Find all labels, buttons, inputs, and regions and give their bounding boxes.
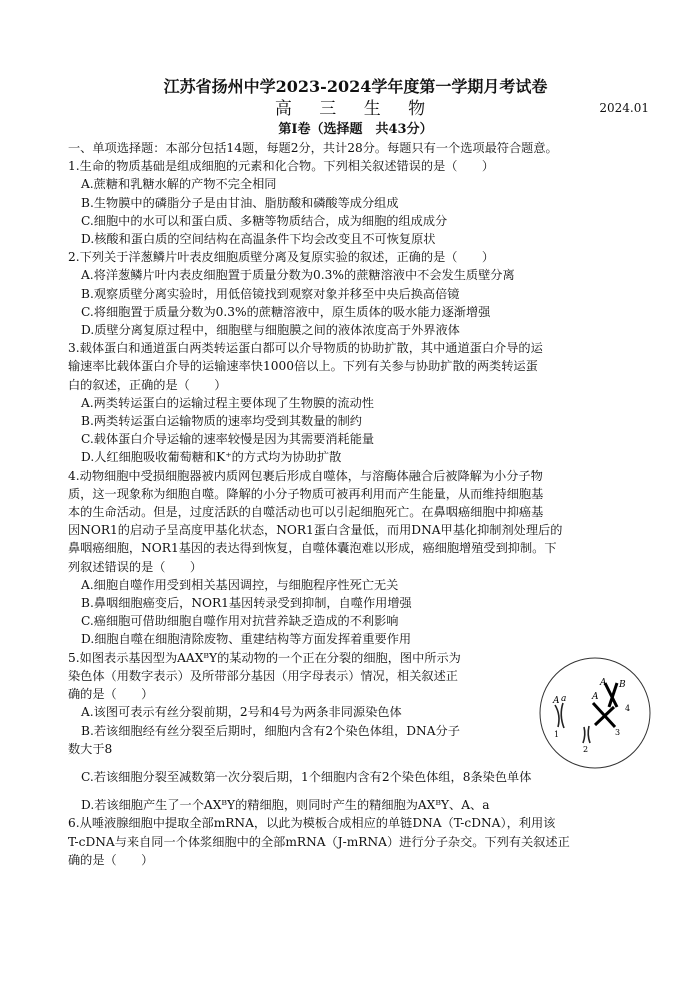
gene-label: A [600, 677, 607, 688]
option-c: C.载体蛋白介导运输的速率较慢是因为其需要消耗能量 [81, 432, 375, 447]
subtitle-row [68, 98, 649, 120]
option-a: A.蔗糖和乳糖水解的产物不完全相同 [81, 177, 277, 192]
question-stem-line: 确的是（ ） [68, 852, 154, 867]
question-stem-line: 3.载体蛋白和通道蛋白两类转运蛋白都可以介导物质的协助扩散，其中通道蛋白介导的运 [68, 341, 543, 356]
question-3 [68, 339, 643, 466]
option-c: C.若该细胞分裂至减数第一次分裂后期，1个细胞内含有2个染色体组，8条染色单体 [81, 769, 532, 784]
option-d: D.人红细胞吸收葡萄糖和K⁺的方式均为协助扩散 [81, 450, 342, 465]
question-stem-line: 4.动物细胞中受损细胞器被内质网包裹后形成自噬体，与溶酶体融合后被降解为小分子物 [68, 468, 543, 483]
chromosome-3 [593, 703, 615, 727]
question-stem-line: 鼻咽癌细胞，NOR1基因的表达得到恢复，自噬体囊泡难以形成，癌细胞增殖受到抑制。下 [68, 541, 557, 556]
question-5 [68, 649, 643, 815]
option-b-continued: 数大于8 [68, 741, 113, 756]
chromosome-number: 4 [625, 703, 631, 713]
question-stem-line: 质，这一现象称为细胞自噬。降解的小分子物质可被再利用而产生能量，从而维持细胞基 [68, 486, 544, 501]
question-stem-line: 白的叙述，正确的是（ ） [68, 377, 227, 392]
option-b: B.鼻咽细胞癌变后，NOR1基因转录受到抑制，自噬作用增强 [81, 596, 412, 611]
option-b: B.生物膜中的磷脂分子是由甘油、脂肪酸和磷酸等成分组成 [81, 195, 399, 210]
chromosome-1 [555, 703, 564, 728]
question-stem-line: T-cDNA与来自同一个体浆细胞中的全部mRNA（J-mRNA）进行分子杂交。下列有关叙述正 [68, 834, 570, 849]
question-stem-line: 输速率比载体蛋白介导的运输速率快1000倍以上。下列有关参与协助扩散的两类转运蛋 [68, 359, 538, 374]
question-4 [68, 467, 643, 649]
chromosome-number: 1 [554, 729, 560, 739]
option-c: C.癌细胞可借助细胞自噬作用对抗营养缺乏造成的不利影响 [81, 614, 399, 629]
cell-division-figure [537, 655, 653, 771]
option-c: C.细胞中的水可以和蛋白质、多糖等物质结合，成为细胞的组成成分 [81, 213, 448, 228]
chromosome-number: 3 [615, 727, 621, 737]
chromosome-4 [605, 683, 617, 707]
option-a: A.细胞自噬作用受到相关基因调控，与细胞程序性死亡无关 [81, 577, 399, 592]
gene-label: A [553, 695, 560, 706]
subject-title: 高 三 生 物 [274, 99, 437, 119]
option-d: D.核酸和蛋白质的空间结构在高温条件下均会改变且不可恢复原状 [81, 232, 436, 247]
option-a: A.将洋葱鳞片叶内表皮细胞置于质量分数为0.3%的蔗糖溶液中不会发生质壁分离 [81, 268, 515, 283]
exam-title: 江苏省扬州中学2023-2024学年度第一学期月考试卷 [163, 77, 548, 96]
option-d: D.细胞自噬在细胞清除废物、重建结构等方面发挥着重要作用 [81, 632, 412, 647]
instructions: 一、单项选择题：本部分包括14题，每题2分，共计28分。每题只有一个选项最符合题意。 [68, 141, 558, 155]
option-c: C.将细胞置于质量分数为0.3%的蔗糖溶液中，原生质体的吸水能力逐渐增强 [81, 304, 491, 319]
exam-date: 2024.01 [599, 101, 649, 115]
question-stem-line: 6.从唾液腺细胞中提取全部mRNA，以此为模板合成相应的单链DNA（T-cDNA），利用该 [68, 816, 556, 831]
question-2 [68, 248, 643, 339]
spacer [68, 786, 643, 796]
option-d: D.质壁分离复原过程中，细胞壁与细胞膜之间的液体浓度高于外界液体 [81, 323, 460, 338]
question-6 [68, 814, 643, 869]
option-b: B.若该细胞经有丝分裂至后期时，细胞内含有2个染色体组，DNA分子 [81, 723, 460, 738]
gene-label: B [619, 679, 626, 690]
option-a: A.两类转运蛋白的运输过程主要体现了生物膜的流动性 [81, 395, 374, 410]
gene-label: A [592, 691, 599, 702]
option-b: B.两类转运蛋白运输物质的速率均受到其数量的制约 [81, 414, 362, 429]
question-stem: 1.生命的物质基础是组成细胞的元素和化合物。下列相关叙述错误的是（ ） [68, 159, 495, 174]
question-1 [68, 157, 643, 248]
question-stem-line: 5.如图表示基因型为AAXᴮY的某动物的一个正在分裂的细胞，图中所示为 [68, 650, 461, 665]
question-stem-line: 确的是（ ） [68, 687, 154, 702]
option-a: A.该图可表示有丝分裂前期，2号和4号为两条非同源染色体 [81, 705, 402, 720]
chromosome-number: 2 [583, 744, 589, 754]
question-stem-line: 本的生命活动。但是，过度活跃的自噬活动也可以引起细胞死亡。在鼻咽癌细胞中抑癌基 [68, 505, 544, 520]
chromosome-2 [583, 726, 590, 743]
gene-label: a [561, 693, 567, 704]
cell-membrane [540, 658, 650, 768]
question-stem: 2.下列关于洋葱鳞片叶表皮细胞质壁分离及复原实验的叙述，正确的是（ ） [68, 250, 495, 265]
option-d: D.若该细胞产生了一个AXᴮY的精细胞，则同时产生的精细胞为AXᴮY、A、a [81, 798, 490, 813]
section-heading: 第Ⅰ卷（选择题 共43分） [278, 122, 433, 137]
option-b: B.观察质壁分离实验时，用低倍镜找到观察对象并移至中央后换高倍镜 [81, 286, 460, 301]
question-stem-line: 因NOR1的启动子呈高度甲基化状态，NOR1蛋白含量低，而用DNA甲基化抑制剂处理后的 [68, 523, 563, 538]
question-5-text [68, 649, 528, 758]
question-stem-line: 列叙述错误的是（ ） [68, 559, 203, 574]
question-stem-line: 染色体（用数字表示）及所带部分基因（用字母表示）情况，相关叙述正 [68, 668, 458, 683]
